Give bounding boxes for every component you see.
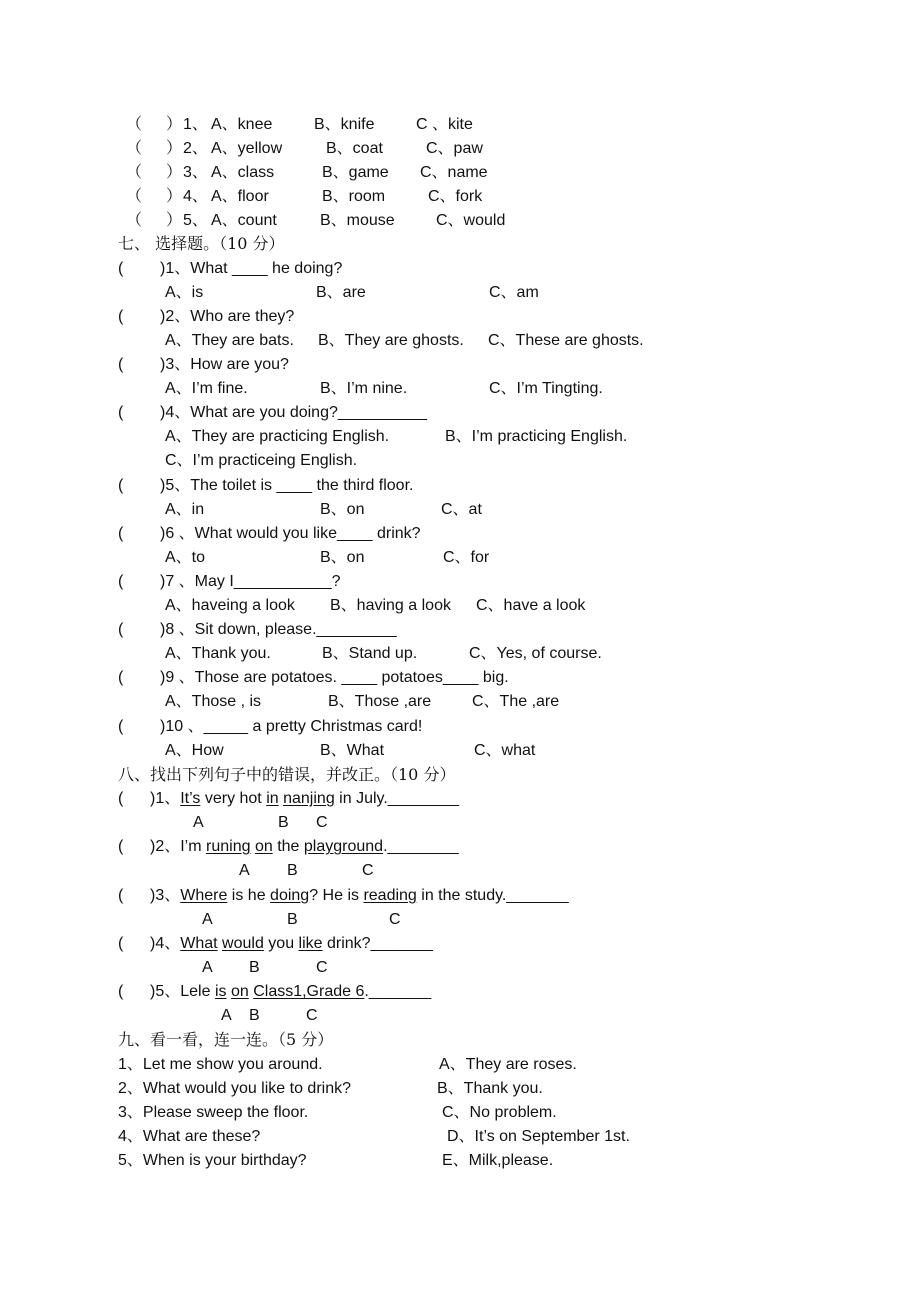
item-number: 4、 (183, 188, 208, 205)
match-left-item: 2、What would you like to drink? (118, 1080, 352, 1097)
question-text: )4、What are you doing?__________ (160, 404, 427, 421)
answer-paren: ( (118, 669, 124, 686)
option-c: C、what (474, 742, 536, 759)
item-number: )3、 (150, 887, 181, 904)
option-b: B、game (322, 164, 389, 181)
answer-paren: ( (118, 887, 124, 904)
answer-paren: ( (118, 621, 124, 638)
question-text: )2、Who are they? (160, 308, 295, 325)
option-a: A、to (165, 549, 206, 566)
option-b: B、Stand up. (322, 645, 418, 662)
question-text: )5、The toilet is ____ the third floor. (160, 477, 414, 494)
underlined-part-b: would (222, 935, 264, 952)
answer-paren: ( (118, 404, 124, 421)
option-a: A、floor (211, 188, 269, 205)
option-c: C、have a look (476, 597, 586, 614)
option-b: B、What (320, 742, 385, 759)
match-left-item: 3、Please sweep the floor. (118, 1104, 309, 1121)
answer-paren: ( (118, 983, 124, 1000)
option-a: A、They are bats. (165, 332, 294, 349)
item-number: 5、 (183, 212, 208, 229)
error-sentence: )4、What would you like drink?_______ (150, 935, 433, 952)
option-b: B、I’m practicing English. (445, 428, 628, 445)
error-sentence: )1、It’s very hot in nanjing in July.________ (150, 790, 459, 807)
option-b: B、knife (314, 116, 375, 133)
answer-paren: ( (118, 838, 124, 855)
item-number: )5、 (150, 983, 181, 1000)
match-right-item: B、Thank you. (437, 1080, 543, 1097)
match-right-item: D、It’s on September 1st. (447, 1128, 630, 1145)
answer-paren-open: （ (126, 188, 143, 205)
option-c: C、name (420, 164, 488, 181)
underlined-part-c: nanjing (283, 790, 335, 807)
answer-paren: ( (118, 790, 124, 807)
option-c: C、paw (426, 140, 483, 157)
question-text: )6 、What would you like____ drink? (160, 525, 421, 542)
option-b: B、are (316, 284, 366, 301)
option-c: C 、kite (416, 116, 473, 133)
question-text: )8 、Sit down, please._________ (160, 621, 397, 638)
option-b: B、on (320, 501, 365, 518)
underlined-part-a: is (214, 983, 227, 1000)
question-text: )1、What ____ he doing? (160, 260, 343, 277)
item-number: 3、 (183, 164, 208, 181)
underlined-part-a: It’s (180, 790, 201, 807)
item-number: )4、 (150, 935, 181, 952)
underlined-part-c: like (298, 935, 323, 952)
answer-paren: ( (118, 477, 124, 494)
underlined-part-b: doing (270, 887, 310, 904)
match-left-item: 5、When is your birthday? (118, 1152, 307, 1169)
option-b: B、They are ghosts. (318, 332, 464, 349)
underlined-part-a: runing (206, 838, 251, 855)
option-c: C、for (443, 549, 490, 566)
error-sentence: )2、I’m runing on the playground.________ (150, 838, 459, 855)
error-label-b: B (278, 814, 289, 831)
answer-paren: ( (118, 308, 124, 325)
answer-paren-close: ） (166, 164, 183, 181)
error-label-a: A (239, 862, 250, 879)
item-number: )2、 (150, 838, 181, 855)
option-a: A、count (211, 212, 277, 229)
option-a: A、How (165, 742, 224, 759)
answer-paren: ( (118, 935, 124, 952)
error-label-a: A (221, 1007, 232, 1024)
option-a: A、in (165, 501, 205, 518)
answer-paren: ( (118, 356, 124, 373)
question-text: )3、How are you? (160, 356, 289, 373)
section-heading: 七、 选择题。（10 分） (118, 234, 285, 253)
error-sentence: )5、Lele is on Class1,Grade 6._______ (150, 983, 432, 1000)
option-c: C、I’m Tingting. (489, 380, 603, 397)
answer-paren: ( (118, 718, 124, 735)
option-c: C、am (489, 284, 539, 301)
option-b: B、having a look (330, 597, 451, 614)
error-label-c: C (316, 959, 328, 976)
error-label-b: B (249, 959, 260, 976)
option-c: C、I’m practiceing English. (165, 452, 358, 469)
option-b: B、I’m nine. (320, 380, 408, 397)
option-c: C、fork (428, 188, 483, 205)
error-label-c: C (316, 814, 328, 831)
underlined-part-a: Where (180, 887, 228, 904)
error-sentence: )3、Where is he doing? He is reading in the study._______ (150, 887, 569, 904)
option-a: A、knee (211, 116, 273, 133)
option-b: B、coat (326, 140, 383, 157)
item-number: )1、 (150, 790, 181, 807)
option-a: A、I’m fine. (165, 380, 248, 397)
error-label-a: A (202, 911, 213, 928)
answer-paren-close: ） (166, 188, 183, 205)
section-heading: 八、找出下列句子中的错误，并改正。（10 分） (118, 765, 456, 784)
answer-paren-open: （ (126, 140, 143, 157)
underlined-part-c: playground (303, 838, 384, 855)
option-a: A、is (165, 284, 204, 301)
option-c: C、These are ghosts. (488, 332, 644, 349)
question-text: )9 、Those are potatoes. ____ potatoes____ big. (160, 669, 509, 686)
match-right-item: E、Milk,please. (442, 1152, 554, 1169)
error-label-c: C (389, 911, 401, 928)
error-label-b: B (287, 911, 298, 928)
error-label-c: C (306, 1007, 318, 1024)
underlined-part-c: Class1,Grade 6 (253, 983, 365, 1000)
option-a: A、Thank you. (165, 645, 271, 662)
question-text: )7 、May I___________? (160, 573, 341, 590)
option-b: B、room (322, 188, 386, 205)
option-a: A、They are practicing English. (165, 428, 390, 445)
answer-paren-close: ） (166, 116, 183, 133)
option-c: C、Yes, of course. (469, 645, 602, 662)
item-number: 2、 (183, 140, 208, 157)
error-label-c: C (362, 862, 374, 879)
error-label-a: A (202, 959, 213, 976)
answer-paren: ( (118, 525, 124, 542)
option-b: B、mouse (320, 212, 395, 229)
item-number: 1、 (183, 116, 208, 133)
underlined-part-b: in (266, 790, 279, 807)
option-c: C、The ,are (472, 693, 560, 710)
option-a: A、haveing a look (165, 597, 295, 614)
error-label-b: B (287, 862, 298, 879)
answer-paren-open: （ (126, 116, 143, 133)
match-left-item: 1、Let me show you around. (118, 1056, 323, 1073)
answer-paren: ( (118, 573, 124, 590)
question-text: )10 、_____ a pretty Christmas card! (160, 718, 423, 735)
answer-paren-close: ） (166, 212, 183, 229)
match-right-item: A、They are roses. (439, 1056, 577, 1073)
answer-paren-close: ） (166, 140, 183, 157)
underlined-part-a: What (180, 935, 218, 952)
answer-paren-open: （ (126, 212, 143, 229)
answer-paren-open: （ (126, 164, 143, 181)
error-label-a: A (193, 814, 204, 831)
underlined-part-b: on (230, 983, 249, 1000)
match-left-item: 4、What are these? (118, 1128, 261, 1145)
option-c: C、would (436, 212, 506, 229)
option-b: B、on (320, 549, 365, 566)
section-heading: 九、看一看，连一连。（5 分） (118, 1030, 334, 1049)
answer-paren: ( (118, 260, 124, 277)
option-a: A、Those , is (165, 693, 262, 710)
underlined-part-b: on (254, 838, 273, 855)
option-a: A、class (211, 164, 275, 181)
match-right-item: C、No problem. (442, 1104, 557, 1121)
option-a: A、yellow (211, 140, 283, 157)
error-label-b: B (249, 1007, 260, 1024)
underlined-part-c: reading (363, 887, 417, 904)
option-b: B、Those ,are (328, 693, 432, 710)
option-c: C、at (441, 501, 482, 518)
